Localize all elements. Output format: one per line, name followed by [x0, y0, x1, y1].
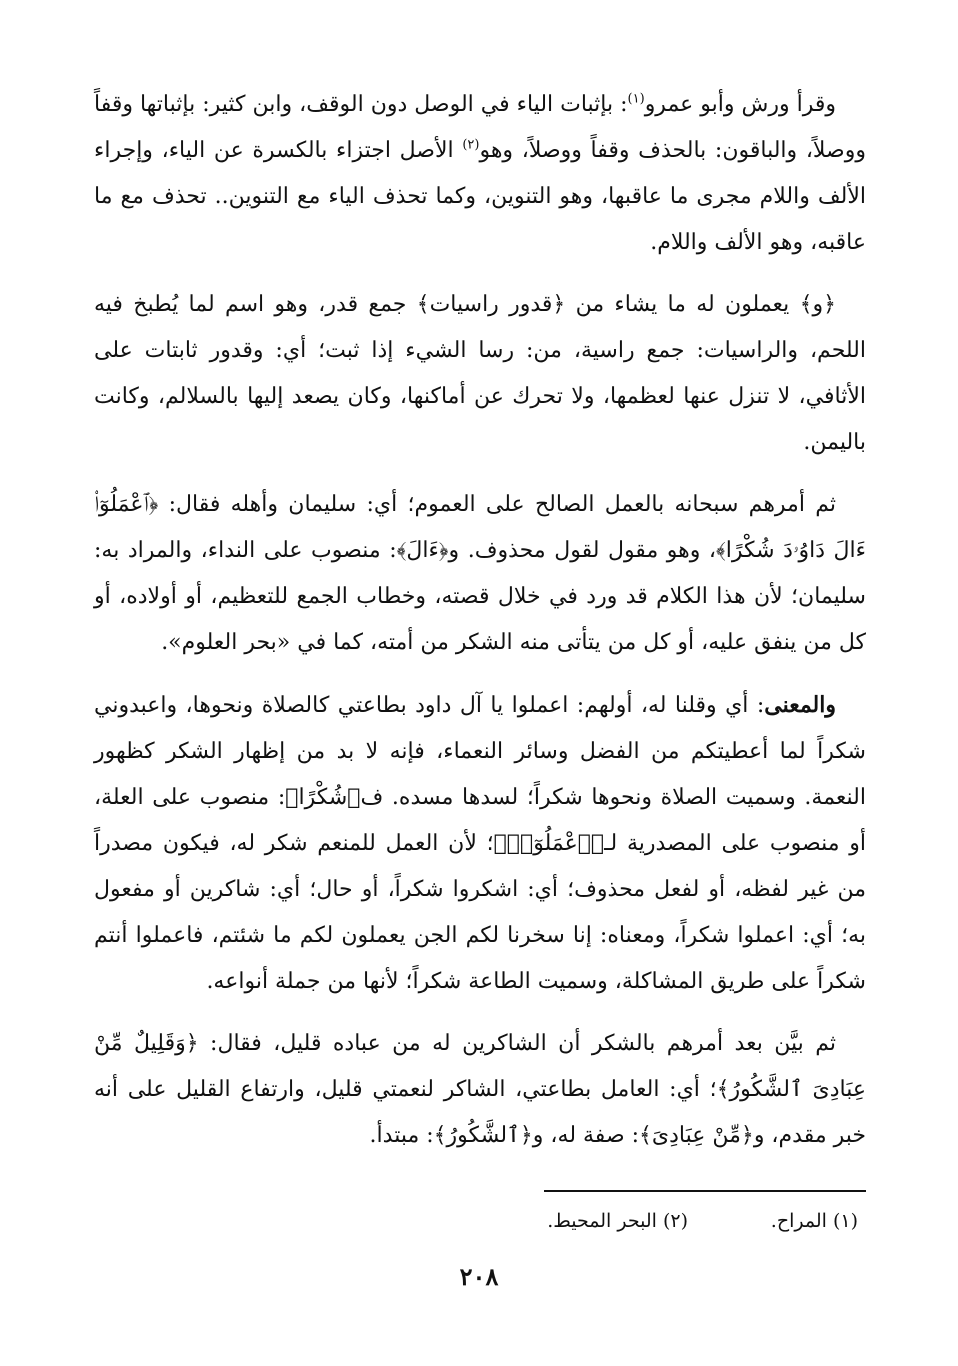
- footnote-ref-2: (٢): [462, 137, 480, 153]
- paragraph-3-text: ثم أمرهم سبحانه بالعمل الصالح على العموم؛ أي: سليمان وأهله فقال: ﴿ٱعْمَلُوٓا۟ ءَالَ دَاوُۥدَ شُكْرًا﴾، وهو مقول لقول محذوف. و﴿ءَالَ﴾: منصوب على النداء، والمراد به: سليمان؛ لأن هذا الكلام قد ورد في خلال قصته، وخطاب الجمع للتعظيم، أو أولاده، أو كل من ينفق عليه، أو كل من يتأتى منه الشكر من أمته، كما في «بحر العلوم».: [94, 492, 866, 655]
- footnote-2: (٢) البحر المحيط.: [547, 1210, 688, 1232]
- paragraph-1: [94, 82, 866, 266]
- paragraph-3: [94, 482, 866, 666]
- paragraph-4-text: : أي وقلنا له، أولهم: اعملوا يا آل داود بطاعتي كالصلاة ونحوها، واعبدوني شكراً لما أعطيتكم من الفضل وسائر النعماء، فإنه لا بد من إظهار الشكر كظهور النعمة. وسميت الصلاة ونحوها شكراً؛ لسدها مسده. ف﴿شُكْرًا﴾: منصوب على العلة، أو منصوب على المصدرية لـ﴿ٱعْمَلُوٓا۟﴾؛ لأن العمل للمنعم شكر له، فيكون مصدراً من غير لفظه، أو لفعل محذوف؛ أي: اشكروا شكراً، أو حال؛ أي: شاكرين أو مفعول به؛ أي: اعملوا شكراً، ومعناه: إنا سخرنا لكم الجن يعملون لكم ما شئتم، فاعملوا أنتم شكراً على طريق المشاكلة، وسميت الطاعة شكراً؛ لأنها من جملة أنواعه.: [94, 693, 866, 994]
- page-number: ٢٠٨: [459, 1262, 499, 1291]
- footnote-divider: [544, 1190, 866, 1192]
- paragraph-1-text-b: : بإثبات الياء في الوصل دون الوقف، وابن كثير: بإثباتها وقفاً ووصلاً، والباقون: بالحذف وقفاً ووصلاً، وهو: [94, 92, 866, 163]
- footnote-ref-1: (١): [627, 91, 645, 107]
- paragraph-1-text-c: الأصل اجتزاء بالكسرة عن الياء، وإجراء الألف واللام مجرى ما عاقبها، وهو التنوين، وكما تحذف الياء مع التنوين.. تحذف مع ما عاقبه، وهو الألف واللام.: [94, 138, 866, 255]
- page-body: [94, 82, 866, 1175]
- paragraph-2: [94, 282, 866, 466]
- paragraph-4-lead-term: والمعنى: [764, 692, 836, 718]
- footnotes: [98, 1206, 858, 1236]
- paragraph-5-text: ثم بيَّن بعد أمرهم بالشكر أن الشاكرين له من عباده قليل، فقال: ﴿وَقَلِيلٌ مِّنْ عِبَادِىَ ٱلشَّكُورُ﴾؛ أي: العامل بطاعتي، الشاكر لنعمتي قليل، وارتفاع القليل على أنه خبر مقدم، و﴿مِّنْ عِبَادِىَ﴾: صفة له، و﴿ٱلشَّكُورُ﴾: مبتدأ.: [94, 1031, 866, 1148]
- paragraph-1-text-a: وقرأ ورش وأبو عمرو: [644, 92, 837, 117]
- paragraph-4: [94, 682, 866, 1005]
- footnote-1: (١) المراح.: [770, 1210, 858, 1232]
- paragraph-5: [94, 1021, 866, 1159]
- paragraph-2-text: ﴿و﴾ يعملون له ما يشاء من ﴿قدور راسيات﴾ جمع قدر، وهو اسم لما يُطبخ فيه اللحم، والراسيات: جمع راسية، من: رسا الشيء إذا ثبت؛ أي: وقدور ثابتات على الأثافي، لا تنزل عنها لعظمها، ولا تحرك عن أماكنها، وكان يصعد إليها بالسلالم، وكانت باليمن.: [94, 292, 866, 455]
